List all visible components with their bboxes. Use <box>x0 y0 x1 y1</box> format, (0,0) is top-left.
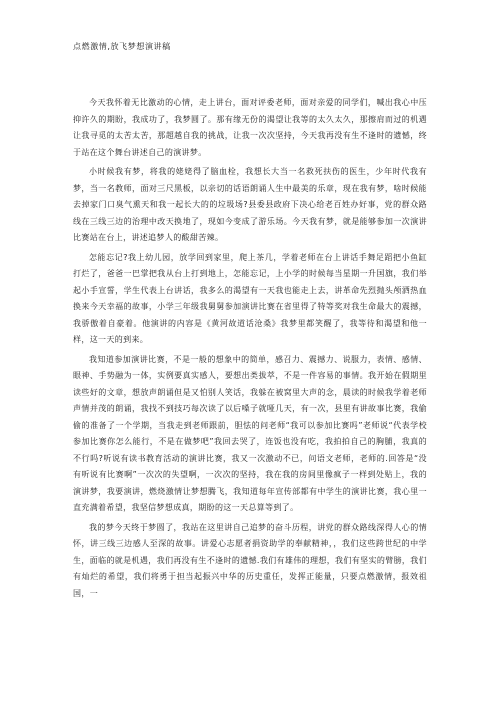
paragraph-4: 我知道参加演讲比赛，不是一般的想象中的简单，感召力、震撼力、说服力，表情、感情、眼神、手势融为一体，实例要真实感人，要想出类拔萃，不是一件容易的事情。我开始在假期里读些好的文章，想放声朗诵但是又怕别人笑话，我躲在被窝里大声的念，晨读的时候我学着老师声情并茂的朗诵，我找不到技巧每次读了以后嗓子就哑几天，有一次，县里有讲故事比赛，我偷偷的准备了一个学期，当我走到老师跟前，胆怯的问老师“我可以参加比赛吗”老师说“代表学校参加比赛你怎么能行，不是在做梦吧”我回去哭了，连饭也没有吃，我拍拍自己的胸脯，我真的不行吗?听说有读书教育活动的演讲比赛，我又一次激动不已，问语文老师，老师的.回答是“没有听说有比赛啊”一次次的失望啊，一次次的坚持，我在我的房间里像疯子一样到处贴上，我的演讲梦，我要演讲，燃烧激情让梦想腾飞，我知道每年宣传部都有中学生的演讲比赛，我心里一直充满着希望，我坚信梦想成真，期盼的这一天总算等到了。 <box>73 354 427 512</box>
document-body <box>73 95 427 605</box>
paragraph-5: 我的梦今天终于梦圆了，我站在这里讲自己追梦的奋斗历程，讲党的群众路线深得人心的情怀，讲三线三边感人至深的故事。讲爱心志愿者捐资助学的奉献精神，，我们这些跨世纪的中学生，面临的就是机遇，我们再没有生不逢时的遗憾.我们有雄伟的理想，我们有坚实的臂膀，我们有灿烂的希望，我们将勇于担当起振兴中华的历史重任，发挥正能量，只要点燃激情，报效祖国，一 <box>73 522 427 598</box>
document-title: 点燃激情,放飞梦想演讲稿 <box>73 42 171 51</box>
paragraph-1: 今天我怀着无比激动的心情，走上讲台，面对评委老师，面对亲爱的同学们，喊出我心中压抑许久的期盼，我成功了，我梦圆了。那有缘无份的渴望让我等的太久太久，那擦肩而过的机遇让我寻觅的太苦太苦，那超越自我的挑战，让我一次次坚持，今天我再没有生不逢时的遗憾，终于站在这个舞台讲述自己的演讲梦。 <box>73 98 427 157</box>
paragraph-3: 怎能忘记?我上幼儿园，放学回到家里，爬上茶几，学着老师在台上讲话手舞足蹈把小鱼缸打烂了，爸爸一巴掌把我从台上打到地上，怎能忘记，上小学的时候每当星期一升国旗，我们举起小手宣誓，学生代表上台讲话，我多么的渴望有一天我也能走上去，讲革命先烈抛头颅洒热血换来今天幸福的故事，小学三年级我舅舅参加演讲比赛在省里得了特等奖对我生命最大的震撼，我骄傲着自豪着。他演讲的内容是《黄河故道话沧桑》我梦里都笑醒了，我等待和渴望和他一样，这一天的到来。 <box>73 252 427 344</box>
paragraph-2: 小时候我有梦，将我的姥姥得了脑血栓，我想长大当一名救死扶伤的医生，少年时代我有梦，当一名教师，面对三尺黑板，以亲切的话语朗诵人生中最美的乐章，现在我有梦，啥时候能去掉家门口臭气熏天和我一起长大的的垃圾场?县委县政府下决心给老百姓办好事，党的群众路线在三线三边的治理中改天换地了，现如今变成了游乐场。今天我有梦，就是能够参加一次演讲比赛站在台上，讲述追梦人的酸甜苦辣。 <box>73 167 427 242</box>
